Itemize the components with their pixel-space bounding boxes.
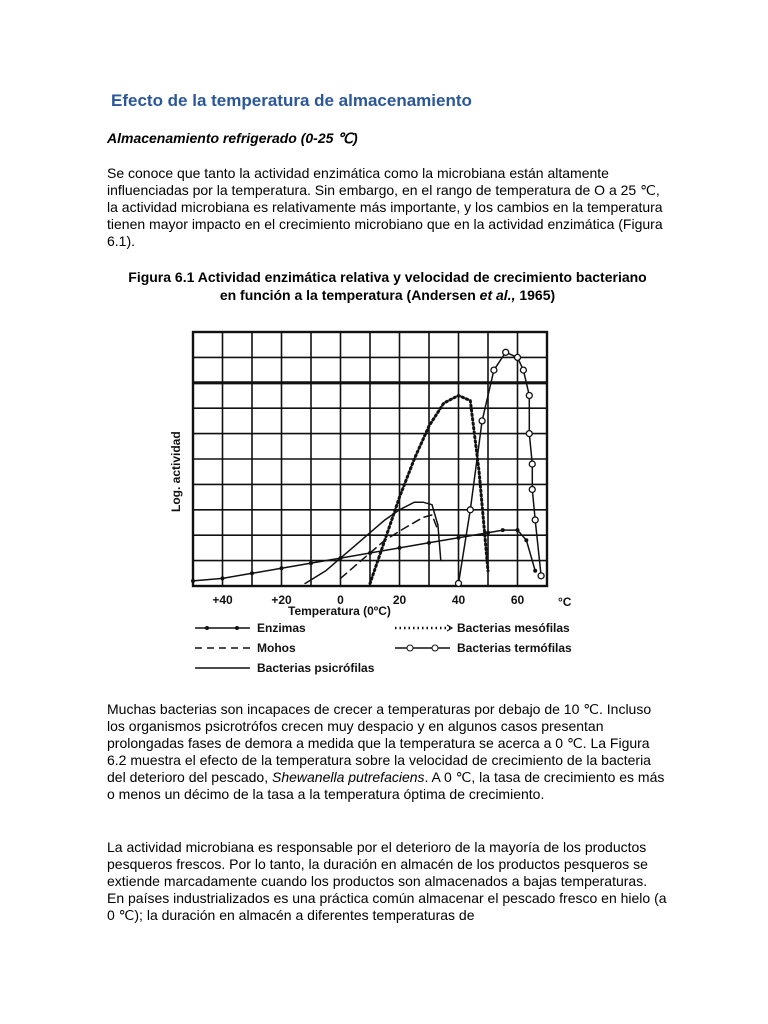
- subtitle-range: 0-25 ℃: [305, 130, 354, 146]
- legend-marker: [235, 626, 239, 630]
- species-name: Shewanella putrefaciens: [272, 769, 425, 785]
- data-point-enzimas: [524, 538, 528, 542]
- data-point-enzimas: [457, 536, 461, 540]
- data-point-termofilas: [515, 354, 521, 360]
- paragraph-2: [107, 701, 667, 803]
- data-point-termofilas: [532, 517, 538, 523]
- x-unit-label: °C: [558, 595, 572, 609]
- legend-label: Mohos: [257, 641, 296, 655]
- data-point-termofilas: [503, 349, 509, 355]
- legend-label: Enzimas: [257, 621, 306, 635]
- activity-chart: [160, 322, 610, 686]
- caption-line-2: [100, 286, 675, 304]
- data-point-enzimas: [516, 528, 520, 532]
- x-tick-label: +20: [271, 593, 292, 607]
- data-point-termofilas: [529, 486, 535, 492]
- figure-6-1: [160, 322, 610, 686]
- data-point-termofilas: [526, 393, 532, 399]
- data-point-enzimas: [533, 569, 537, 573]
- data-point-termofilas: [529, 461, 535, 467]
- subtitle-close: ): [353, 130, 358, 146]
- data-point-termofilas: [467, 507, 473, 513]
- data-point-enzimas: [221, 576, 225, 580]
- paragraph-3-text: La actividad microbiana es responsable por el deterioro de la mayoría de los productos pesqueros frescos. Por lo tanto, la duración en almacén de los productos pesqueros se extiende marcadamente cuando los productos son almacenados a bajas temperaturas. En países industrializados es una práctica común almacenar el pescado fresco en hielo (a 0 ℃); la duración en almacén a diferentes temperaturas de: [107, 839, 667, 923]
- chart-legend: [195, 621, 572, 675]
- caption-line-2-a: en función a la temperatura (Andersen: [219, 287, 480, 303]
- data-point-termofilas: [491, 367, 497, 373]
- paragraph-3: [107, 839, 667, 924]
- data-point-enzimas: [250, 571, 254, 575]
- paragraph-1-text: Se conoce que tanto la actividad enzimática como la microbiana están altamente influenciadas por la temperatura. Sin embargo, en el rango de temperatura de O a 25 ℃, la actividad microbiana es relativamente más importante, y los cambios en la temperatura tienen mayor impacto en el crecimiento microbiano que en la actividad enzimática (Figura 6.1).: [107, 165, 663, 249]
- data-point-enzimas: [280, 566, 284, 570]
- data-point-enzimas: [191, 579, 195, 583]
- legend-label: Bacterias termófilas: [457, 641, 572, 655]
- section-title: Efecto de la temperatura de almacenamiento: [111, 91, 472, 110]
- legend-label: Bacterias psicrófilas: [257, 661, 375, 675]
- x-tick-label: 60: [510, 593, 525, 607]
- paragraph-2-text-b: . A 0 ℃, la tasa de crecimiento es más o menos un décimo de la tasa a la temperatura óptima de crecimiento.: [107, 769, 665, 802]
- series-line: [305, 502, 441, 583]
- legend-marker: [407, 645, 413, 651]
- data-point-termofilas: [538, 573, 544, 579]
- legend-marker: [205, 626, 209, 630]
- data-point-termofilas: [456, 580, 462, 586]
- data-point-enzimas: [501, 528, 505, 532]
- data-point-enzimas: [427, 541, 431, 545]
- data-point-termofilas: [526, 431, 532, 437]
- y-axis-label: Log. actividad: [169, 431, 183, 512]
- paragraph-2-text-a: Muchas bacterias son incapaces de crecer a temperaturas por debajo de 10 ℃. Incluso los organismos psicrotrófos crecen muy despacio y en algunos casos presentan prolongadas fases de demora a medida que la temperatura se acerca a 0 ℃. La Figura 6.2 muestra el efecto de la temperatura sobre la velocidad de crecimiento de la bacteria del deterioro del pescado,: [107, 701, 652, 785]
- paragraph-1: [107, 165, 667, 250]
- subtitle-label: Almacenamiento refrigerado (: [107, 130, 306, 146]
- paragraph-2-text: [107, 701, 667, 803]
- data-point-termofilas: [520, 367, 526, 373]
- x-tick-label: 20: [392, 593, 407, 607]
- data-point-termofilas: [479, 418, 485, 424]
- legend-label: Bacterias mesófilas: [457, 621, 570, 635]
- x-tick-label: 0: [337, 593, 344, 607]
- x-tick-label: +40: [212, 593, 233, 607]
- data-point-enzimas: [398, 546, 402, 550]
- subsection-title: [107, 130, 358, 147]
- x-tick-label: 40: [451, 593, 466, 607]
- figure-caption: [100, 268, 675, 304]
- data-point-enzimas: [486, 531, 490, 535]
- data-point-enzimas: [309, 561, 313, 565]
- caption-line-1: Figura 6.1 Actividad enzimática relativa y velocidad de crecimiento bacteriano: [128, 269, 647, 285]
- legend-marker: [432, 645, 438, 651]
- x-axis-label: Temperatura (0ºC): [288, 604, 391, 618]
- chart-series: [191, 349, 544, 586]
- caption-line-2-b: 1965): [515, 287, 556, 303]
- caption-et-al: et al.,: [479, 287, 516, 303]
